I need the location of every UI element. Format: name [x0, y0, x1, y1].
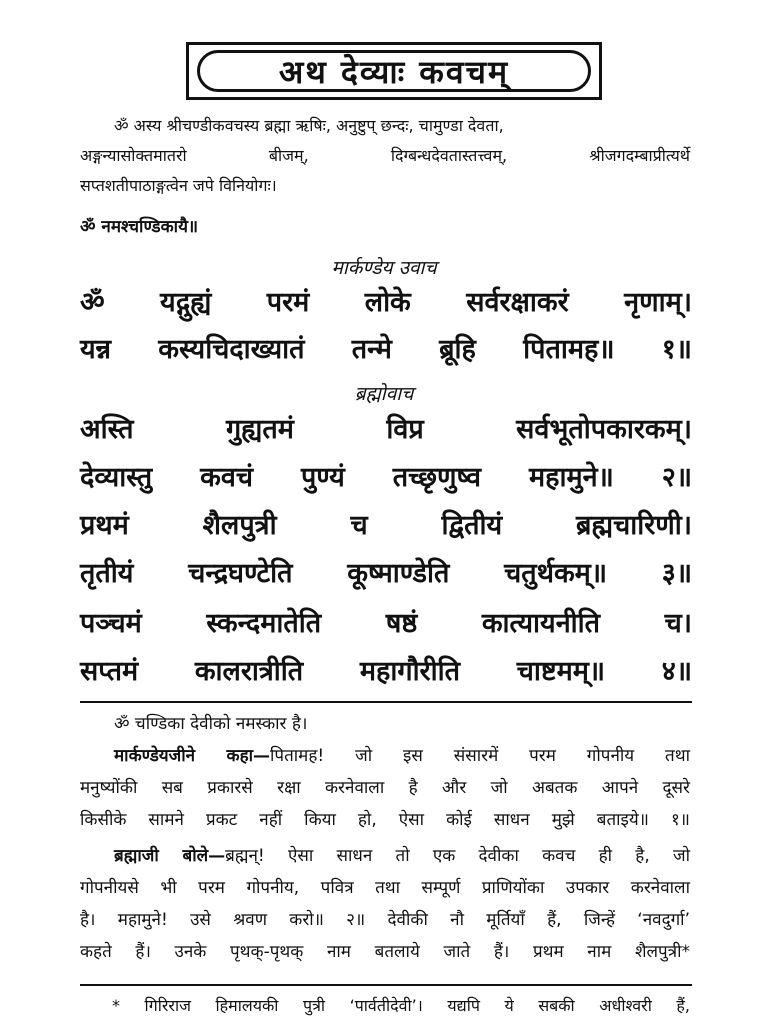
footnote-rule: [80, 984, 692, 986]
viniyoga-line-3: सप्तशतीपाठाङ्गत्वेन जपे विनियोगः।: [80, 176, 277, 195]
translation-para-1-text: पितामह! जो इस संसारमें परम गोपनीय तथा: [270, 746, 690, 766]
translation-para-1-line-3: किसीके सामने प्रकट नहीं किया हो, ऐसा कोई साधन मुझे बताइये॥ १॥: [80, 810, 690, 830]
translation-para-2-line-2: गोपनीयसे भी परम गोपनीय, पवित्र तथा सम्पूर्ण प्राणियोंका उपकार करनेवाला: [80, 878, 690, 898]
verse-1-line-2: यन्न कस्यचिदाख्यातं तन्मे ब्रूहि पितामह॥ १॥: [80, 334, 692, 365]
translation-para-2-line-3: है। महामुने! उसे श्रवण करो॥ २॥ देवीकी नौ मूर्तियाँ हैं, जिन्हें ‘नवदुर्गा’: [80, 910, 690, 930]
brahma-speaker-label: ब्रह्माजी बोले—: [114, 846, 226, 866]
translation-para-2-line-4: कहते हैं। उनके पृथक्-पृथक् नाम बतलाये जाते हैं। प्रथम नाम शैलपुत्री*: [80, 942, 690, 962]
verse-4-line-1: पञ्चमं स्कन्दमातेति षष्ठं कात्यायनीति च।: [80, 608, 692, 639]
speaker-markandeya: मार्कण्डेय उवाच: [331, 257, 437, 279]
viniyoga-line-2: अङ्गन्यासोक्तमातरो बीजम्, दिग्बन्धदेवतास्तत्त्वम्, श्रीजगदम्बाप्रीत्यर्थे: [80, 146, 690, 165]
translation-para-1-line-1: [80, 741, 690, 772]
viniyoga-line-1: ॐ अस्य श्रीचण्डीकवचस्य ब्रह्मा ऋषिः, अनुष्टुप् छन्दः, चामुण्डा देवता,: [114, 116, 504, 135]
speaker-brahma: ब्रह्मोवाच: [354, 383, 414, 405]
verse-2-line-1: अस्ति गुह्यतमं विप्र सर्वभूतोपकारकम्।: [80, 414, 692, 445]
verse-1-line-1: ॐ यद्गुह्यं परमं लोके सर्वरक्षाकरं नृणाम्।: [80, 287, 692, 318]
translation-para-2-text: ब्रह्मन्! ऐसा साधन तो एक देवीका कवच ही है, जो: [225, 846, 690, 866]
divider-rule: [80, 701, 692, 703]
translation-invocation: ॐ चण्डिका देवीको नमस्कार है।: [114, 714, 308, 734]
verse-3-line-1: प्रथमं शैलपुत्री च द्वितीयं ब्रह्मचारिणी।: [80, 510, 692, 541]
markandeya-speaker-label: मार्कण्डेयजीने कहा—: [114, 746, 271, 766]
footnote: * गिरिराज हिमालयकी पुत्री ‘पार्वतीदेवी’। यद्यपि ये सबकी अधीश्वरी हैं,: [112, 996, 690, 1015]
verse-4-line-2: सप्तमं कालरात्रीति महागौरीति चाष्टमम्॥ ४॥: [80, 656, 692, 687]
translation-para-1-line-2: मनुष्योंकी सब प्रकारसे रक्षा करनेवाला है और जो अबतक आपने दूसरे: [80, 778, 690, 798]
title-frame: [186, 42, 602, 100]
invocation: ॐ नमश्चण्डिकायै॥: [80, 217, 199, 237]
verse-3-line-2: तृतीयं चन्द्रघण्टेति कूष्माण्डेति चतुर्थकम्॥ ३॥: [80, 558, 692, 589]
verse-2-line-2: देव्यास्तु कवचं पुण्यं तच्छृणुष्व महामुने॥ २॥: [80, 462, 692, 493]
page-title: अथ देव्याः कवचम्: [197, 50, 591, 92]
translation-para-2-line-1: [80, 841, 690, 872]
